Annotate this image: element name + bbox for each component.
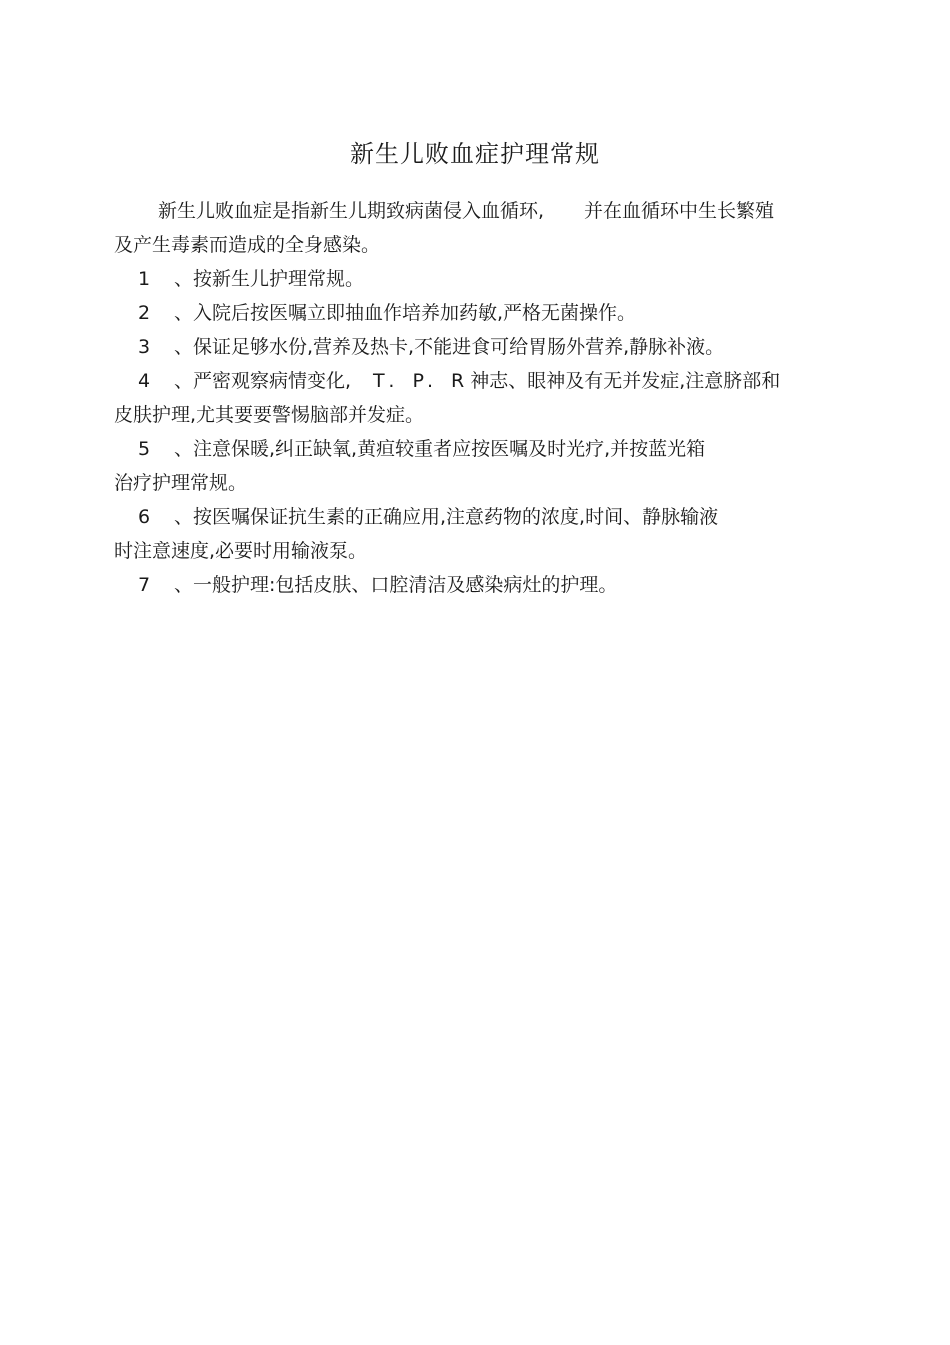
- item-text: 、注意保暖,纠正缺氧,黄疸较重者应按医嘱及时光疗,并按蓝光箱: [174, 438, 706, 460]
- item-text: 、保证足够水份,营养及热卡,不能进食可给胃肠外营养,静脉补液。: [174, 336, 725, 358]
- list-item-6: [138, 504, 718, 530]
- item-text-b: 神志、眼神及有无并发症,注意脐部和: [470, 370, 781, 392]
- item-number: 1: [138, 268, 151, 290]
- intro-line-1: [158, 198, 774, 224]
- list-item-6-continuation: 时注意速度,必要时用输液泵。: [114, 540, 368, 562]
- list-item-1: [138, 266, 364, 292]
- list-item-7: [138, 572, 617, 598]
- list-item-5: [138, 436, 705, 462]
- list-item-4: [138, 368, 780, 394]
- intro-text-part1: 新生儿败血症是指新生儿期致病菌侵入血循环,: [158, 200, 545, 222]
- item-number: 2: [138, 302, 151, 324]
- list-item-3: [138, 334, 724, 360]
- item-number: 5: [138, 438, 151, 460]
- item-text: 、入院后按医嘱立即抽血作培养加药敏,严格无菌操作。: [174, 302, 637, 324]
- intro-text-part2: 并在血循环中生长繁殖: [584, 200, 775, 222]
- item-number: 3: [138, 336, 151, 358]
- tpr-abbrev: T. P. R: [373, 370, 471, 392]
- intro-line-2: 及产生毒素而造成的全身感染。: [114, 234, 381, 256]
- item-text-a: 、严密观察病情变化,: [174, 370, 352, 392]
- item-text: 、按医嘱保证抗生素的正确应用,注意药物的浓度,时间、静脉输液: [174, 506, 719, 528]
- page-title: 新生儿败血症护理常规: [350, 140, 600, 168]
- item-number: 4: [138, 370, 151, 392]
- item-number: 6: [138, 506, 151, 528]
- item-text: 、一般护理:包括皮肤、口腔清洁及感染病灶的护理。: [174, 574, 618, 596]
- list-item-5-continuation: 治疗护理常规。: [114, 472, 248, 494]
- list-item-2: [138, 300, 636, 326]
- list-item-4-continuation: 皮肤护理,尤其要要警惕脑部并发症。: [114, 404, 425, 426]
- item-text: 、按新生儿护理常规。: [174, 268, 365, 290]
- item-number: 7: [138, 574, 151, 596]
